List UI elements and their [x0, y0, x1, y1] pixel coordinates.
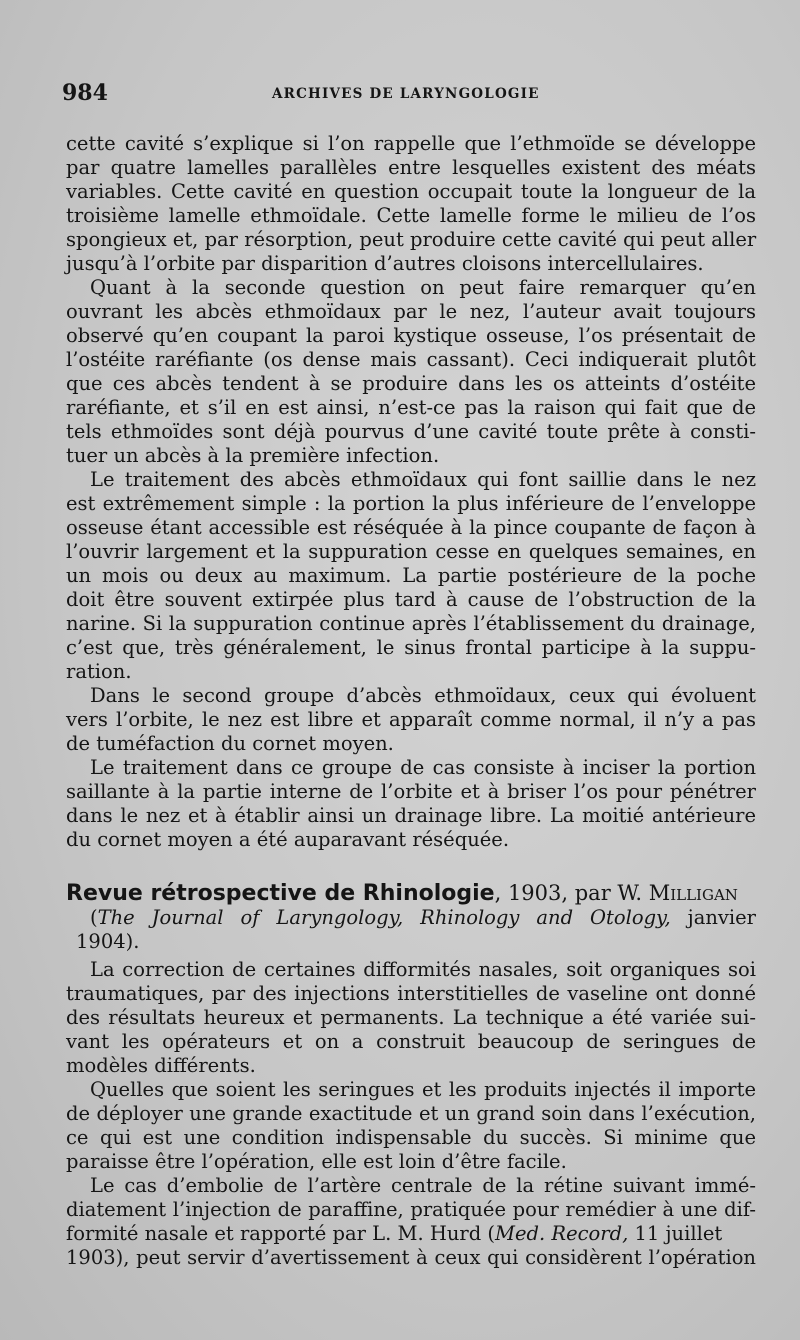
text-line: 1903), peut servir d’avertissement à ceux qui considèrent l’opération: [66, 1246, 756, 1269]
text-line: dans le nez et à établir ainsi un drainage libre. La moitié antérieure: [66, 804, 756, 827]
section-citation-year: 1904).: [76, 930, 140, 953]
text-line: Le traitement dans ce groupe de cas consiste à inciser la portion: [90, 756, 756, 779]
text-line: variables. Cette cavité en question occupait toute la longueur de la: [66, 180, 756, 203]
text-line: Dans le second groupe d’abcès ethmoïdaux, ceux qui évoluent: [90, 684, 756, 707]
page-header: [62, 80, 752, 110]
text-line: ce qui est une condition indispensable du succès. Si minime que: [66, 1126, 756, 1149]
text-line: vant les opérateurs et on a construit beaucoup de seringues de: [66, 1030, 756, 1053]
text-line: traumatiques, par des injections interstitielles de vaseline ont donné: [66, 982, 756, 1005]
text-line: osseuse étant accessible est réséquée à la pince coupante de façon à: [66, 516, 756, 539]
text-line: La correction de certaines difformités nasales, soit organiques soi: [90, 958, 756, 981]
text-line: un mois ou deux au maximum. La partie postérieure de la poche: [66, 564, 756, 587]
section-heading: [66, 880, 756, 907]
hurd-journal: Med. Record,: [495, 1222, 629, 1245]
section-author: Milligan: [648, 881, 738, 905]
text-line: l’ouvrir largement et la suppuration cesse en quelques semaines, en: [66, 540, 756, 563]
section-year-author: , 1903, par W.: [494, 881, 649, 905]
text-line: diatement l’injection de paraffine, pratiquée pour remédier à une dif-: [66, 1198, 756, 1221]
text-line: ration.: [66, 660, 132, 683]
text-line: paraisse être l’opération, elle est loin d’être facile.: [66, 1150, 567, 1173]
text-line: narine. Si la suppuration continue après l’établissement du drainage,: [66, 612, 756, 635]
text-line: tels ethmoïdes sont déjà pourvus d’une cavité toute prête à consti-: [66, 420, 756, 443]
text-line: vers l’orbite, le nez est libre et apparaît comme normal, il n’y a pas: [66, 708, 756, 731]
section-title: Revue rétrospective de Rhinologie: [66, 881, 495, 906]
text-line: saillante à la partie interne de l’orbite et à briser l’os pour pénétrer: [66, 780, 756, 803]
text-line: Le traitement des abcès ethmoïdaux qui font saillie dans le nez: [90, 468, 756, 491]
text-line: troisième lamelle ethmoïdale. Cette lamelle forme le milieu de l’os: [66, 204, 756, 227]
text-line: des résultats heureux et permanents. La technique a été variée sui-: [66, 1006, 756, 1029]
text-line: de tuméfaction du cornet moyen.: [66, 732, 394, 755]
text-line: jusqu’à l’orbite par disparition d’autres cloisons intercellulaires.: [66, 252, 704, 275]
text-line: par quatre lamelles parallèles entre lesquelles existent des méats: [66, 156, 756, 179]
text-line: ouvrant les abcès ethmoïdaux par le nez, l’auteur avait toujours: [66, 300, 756, 323]
page-number: 984: [62, 80, 108, 106]
text-line: raréfiante, et s’il en est ainsi, n’est-ce pas la raison qui fait que de: [66, 396, 756, 419]
journal-title: The Journal of Laryngology, Rhinology and Otology,: [97, 906, 671, 929]
text-line: observé qu’en coupant la paroi kystique osseuse, l’os présentait de: [66, 324, 756, 347]
text-line: l’ostéite raréfiante (os dense mais cassant). Ceci indiquerait plutôt: [66, 348, 756, 371]
text-line: doit être souvent extirpée plus tard à cause de l’obstruction de la: [66, 588, 756, 611]
running-title: ARCHIVES DE LARYNGOLOGIE: [272, 86, 540, 102]
text-line: est extrêmement simple : la portion la plus inférieure de l’enveloppe: [66, 492, 756, 515]
text-line: Quant à la seconde question on peut faire remarquer qu’en: [90, 276, 756, 299]
text-line: tuer un abcès à la première infection.: [66, 444, 440, 467]
text-line: Quelles que soient les seringues et les produits injectés il importe: [90, 1078, 756, 1101]
text-line: c’est que, très généralement, le sinus frontal participe à la suppu-: [66, 636, 756, 659]
text-line: spongieux et, par résorption, peut produire cette cavité qui peut aller: [66, 228, 757, 251]
text-line: formité nasale et rapporté par L. M. Hurd (Med. Record, 11 juillet: [66, 1222, 723, 1245]
text-line: de déployer une grande exactitude et un grand soin dans l’exécution,: [66, 1102, 756, 1125]
text-line: du cornet moyen a été auparavant réséquée.: [66, 828, 510, 851]
text-line: modèles différents.: [66, 1054, 256, 1077]
text-line: cette cavité s’explique si l’on rappelle que l’ethmoïde se développe: [66, 132, 756, 155]
text-line: Le cas d’embolie de l’artère centrale de la rétine suivant immé-: [90, 1174, 756, 1197]
text-line: que ces abcès tendent à se produire dans les os atteints d’ostéite: [66, 372, 756, 395]
section-citation: (The Journal of Laryngology, Rhinology and Otology, janvier: [90, 906, 756, 929]
